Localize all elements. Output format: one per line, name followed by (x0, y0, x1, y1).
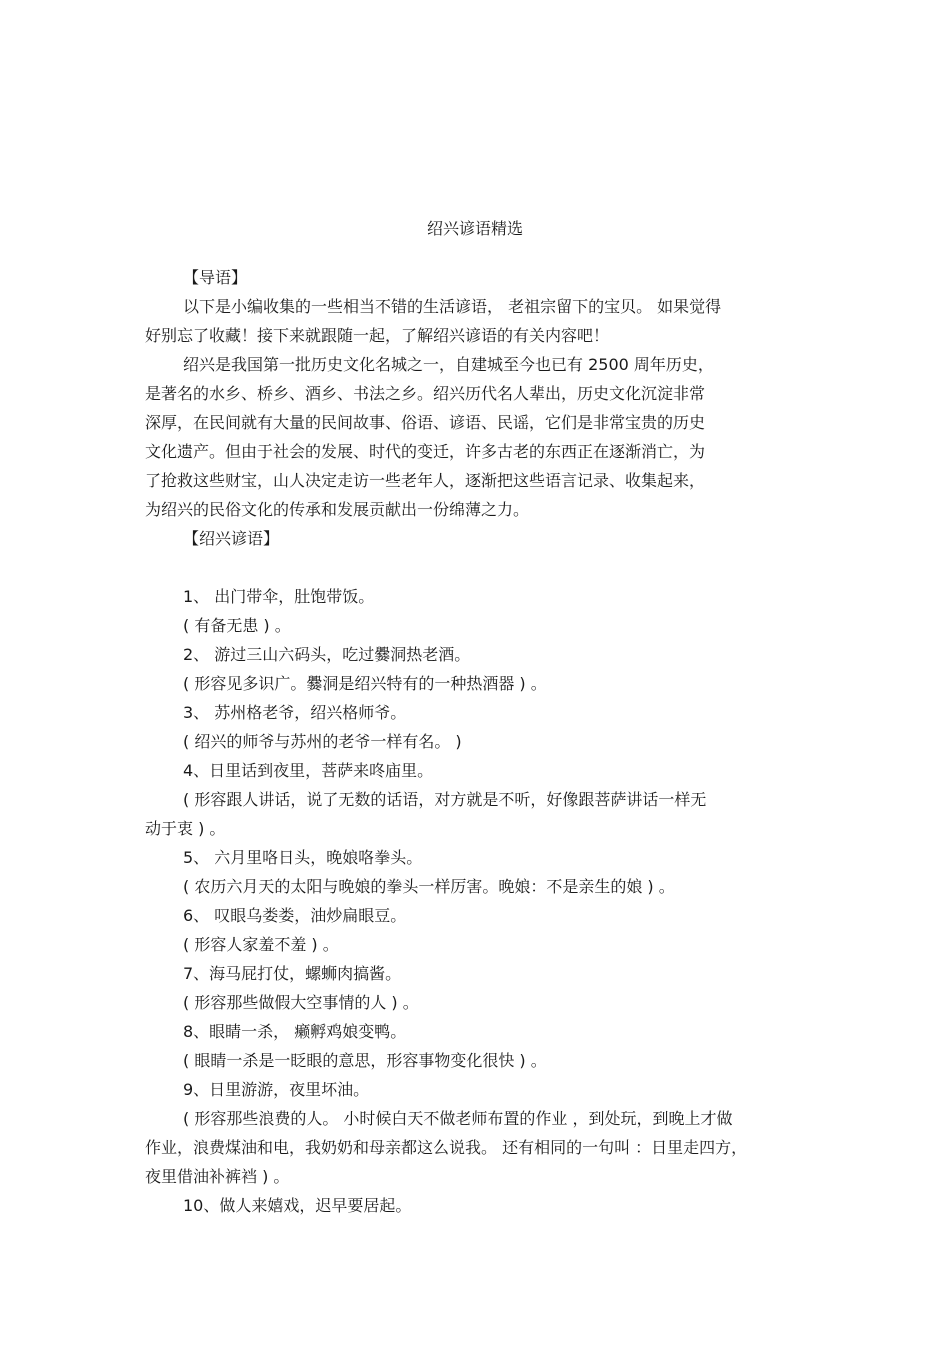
proverb-text: 5、 六月里咯日头，晚娘咯拳头。 (183, 848, 423, 867)
history-line: 绍兴是我国第一批历史文化名城之一，自建城至今也已有 2500 周年历史， (183, 355, 714, 374)
proverb-explanation-continued: 作业，浪费煤油和电，我奶奶和母亲都这么说我。 还有相同的一句叫 ：日里走四方， (145, 1138, 748, 1157)
history-line: 了抢救这些财宝，山人决定走访一些老年人，逐渐把这些语言记录、收集起来， (145, 471, 706, 490)
proverb-text: 4、日里话到夜里，菩萨来咚庙里。 (183, 761, 434, 780)
proverb-explanation-continued: 动于衷 ) 。 (145, 819, 226, 838)
proverb-explanation: ( 形容那些浪费的人。 小时候白天不做老师布置的作业 ，到处玩，到晚上才做 (183, 1109, 733, 1128)
intro-line: 以下是小编收集的一些相当不错的生活谚语， 老祖宗留下的宝贝。 如果觉得 (183, 297, 722, 316)
proverb-text: 7、海马屁打仗，螺蛳肉搞酱。 (183, 964, 402, 983)
section-heading: 【绍兴谚语】 (183, 529, 280, 548)
proverb-explanation: ( 农历六月天的太阳与晚娘的拳头一样厉害。晚娘：不是亲生的娘 ) 。 (183, 877, 675, 896)
proverb-text: 10、做人来嬉戏，迟早要居起。 (183, 1196, 412, 1215)
proverb-list (145, 582, 810, 1220)
proverb-text: 8、眼睛一杀， 癞孵鸡娘变鸭。 (183, 1022, 407, 1041)
intro-line: 好别忘了收藏！接下来就跟随一起，了解绍兴谚语的有关内容吧！ (145, 326, 610, 345)
document-body (145, 263, 810, 1220)
proverb-explanation: ( 眼睛一杀是一眨眼的意思，形容事物变化很快 ) 。 (183, 1051, 547, 1070)
proverb-explanation: ( 形容人家羞不羞 ) 。 (183, 935, 339, 954)
proverb-text: 3、 苏州格老爷，绍兴格师爷。 (183, 703, 407, 722)
blank-line (145, 553, 810, 582)
intro-heading: 【导语】 (183, 268, 248, 287)
proverb-explanation: ( 形容跟人讲话，说了无数的话语，对方就是不听，好像跟菩萨讲话一样无 (183, 790, 707, 809)
document-title: 绍兴谚语精选 (426, 219, 523, 238)
proverb-text: 2、 游过三山六码头，吃过爨洞热老酒。 (183, 645, 471, 664)
history-line: 为绍兴的民俗文化的传承和发展贡献出一份绵薄之力。 (145, 500, 530, 519)
proverb-explanation-continued: 夜里借油补裤裆 ) 。 (145, 1167, 290, 1186)
proverb-explanation: ( 绍兴的师爷与苏州的老爷一样有名。 ) (183, 732, 462, 751)
proverb-text: 1、 出门带伞，肚饱带饭。 (183, 587, 375, 606)
proverb-explanation: ( 形容见多识广。爨洞是绍兴特有的一种热酒器 ) 。 (183, 674, 547, 693)
history-line: 是著名的水乡、桥乡、酒乡、书法之乡。绍兴历代名人辈出，历史文化沉淀非常 (145, 384, 706, 403)
proverb-explanation: ( 有备无患 ) 。 (183, 616, 291, 635)
history-line: 文化遗产。但由于社会的发展、时代的变迁，许多古老的东西正在逐渐消亡，为 (145, 442, 706, 461)
proverb-text: 6、 叹眼乌娄娄，油炒扁眼豆。 (183, 906, 407, 925)
proverb-text: 9、日里游游，夜里坏油。 (183, 1080, 370, 1099)
proverb-explanation: ( 形容那些做假大空事情的人 ) 。 (183, 993, 419, 1012)
history-line: 深厚，在民间就有大量的民间故事、俗语、谚语、民谣，它们是非常宝贵的历史 (145, 413, 706, 432)
